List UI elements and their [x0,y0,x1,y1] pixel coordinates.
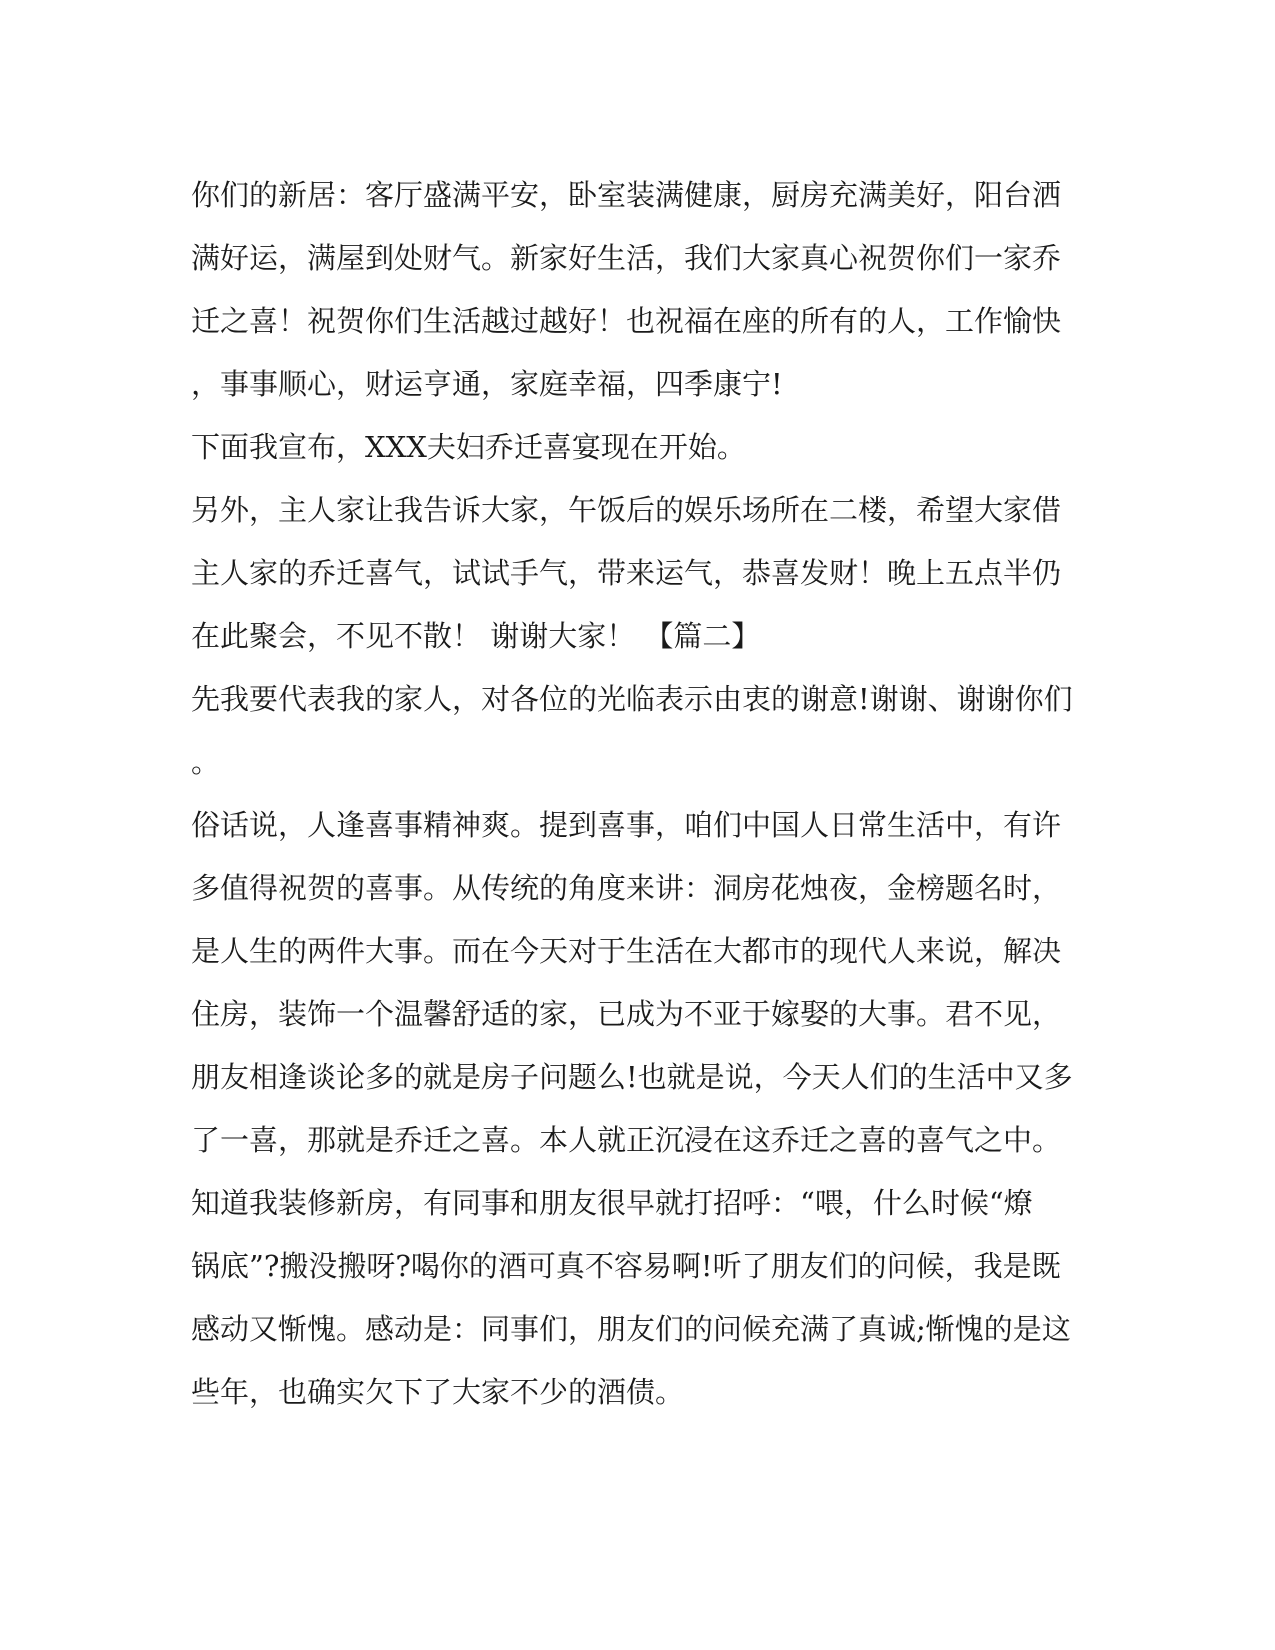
text-line: ，事事顺心，财运亨通，家庭幸福，四季康宁! [191,367,783,401]
text-line: 知道我装修新房，有同事和朋友很早就打招呼：“喂，什么时候“燎 [191,1186,1033,1220]
text-line: 你们的新居：客厅盛满平安，卧室装满健康，厨房充满美好，阳台洒 [191,178,1062,212]
text-line: 迁之喜！祝贺你们生活越过越好！也祝福在座的所有的人，工作愉快 [191,304,1062,338]
text-line: 是人生的两件大事。而在今天对于生活在大都市的现代人来说，解决 [191,934,1062,968]
text-line: 朋友相逢谈论多的就是房子问题么!也就是说，今天人们的生活中又多 [191,1060,1073,1094]
text-line: 多值得祝贺的喜事。从传统的角度来讲：洞房花烛夜，金榜题名时， [191,871,1062,905]
text-line: 锅底”?搬没搬呀?喝你的酒可真不容易啊!听了朋友们的问候，我是既 [191,1249,1061,1283]
text-line: 。 [191,745,221,779]
text-line: 主人家的乔迁喜气，试试手气，带来运气，恭喜发财！晚上五点半仍 [191,556,1062,590]
text-line: 住房，装饰一个温馨舒适的家，已成为不亚于嫁娶的大事。君不见， [191,997,1062,1031]
text-line: 俗话说，人逢喜事精神爽。提到喜事，咱们中国人日常生活中，有许 [191,808,1062,842]
text-line: 感动又惭愧。感动是：同事们，朋友们的问候充满了真诚;惭愧的是这 [191,1312,1071,1346]
body-text [191,164,1091,1424]
text-line: 另外，主人家让我告诉大家，午饭后的娱乐场所在二楼，希望大家借 [191,493,1062,527]
text-line: 先我要代表我的家人，对各位的光临表示由衷的谢意!谢谢、谢谢你们 [191,682,1073,716]
text-line: 些年，也确实欠下了大家不少的酒债。 [191,1375,685,1409]
text-line: 了一喜，那就是乔迁之喜。本人就正沉浸在这乔迁之喜的喜气之中。 [191,1123,1062,1157]
text-line: 在此聚会，不见不散！ 谢谢大家！ 【篇二】 [191,619,761,653]
text-line: 下面我宣布，XXX夫妇乔迁喜宴现在开始。 [191,430,746,464]
text-line: 满好运，满屋到处财气。新家好生活，我们大家真心祝贺你们一家乔 [191,241,1062,275]
